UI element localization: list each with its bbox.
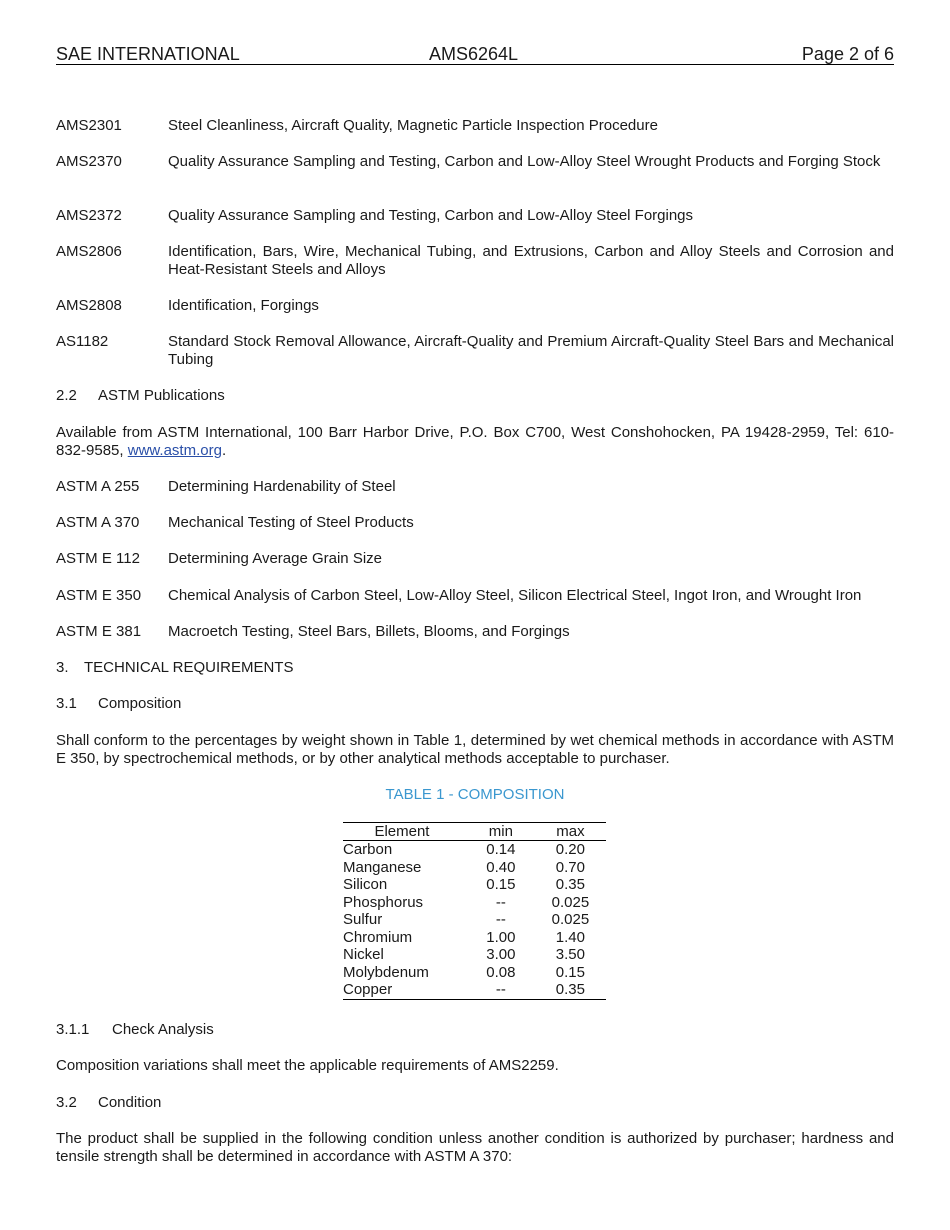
ref-title: Quality Assurance Sampling and Testing, Carbon and Low-Alloy Steel Forgings [168, 207, 694, 224]
element-name: Copper [343, 981, 467, 999]
element-name: Chromium [343, 928, 413, 946]
element-name: Nickel [343, 946, 384, 963]
ref-code: AMS2372 [56, 207, 122, 224]
header-doc-number: AMS6264L [429, 44, 519, 64]
ref-code: ASTM E 350 [56, 587, 142, 604]
section-number: 2.2 [56, 387, 77, 404]
section-title: Condition [98, 1094, 162, 1111]
section-title: Composition [98, 695, 182, 712]
element-name: Phosphorus [343, 893, 424, 911]
max-value: 0.35 [535, 981, 606, 999]
max-value: 0.025 [551, 911, 590, 928]
section-number: 3.2 [56, 1094, 77, 1111]
table-row [343, 911, 606, 929]
min-value: -- [495, 911, 506, 928]
ref-code: AMS2806 [56, 243, 122, 260]
ref-title: Determining Hardenability of Steel [168, 478, 396, 495]
ref-title: Quality Assurance Sampling and Testing, Carbon and Low-Alloy Steel Wrought Products and Forging Stock [168, 153, 881, 170]
ref-code: ASTM A 255 [56, 478, 140, 495]
element-name: Silicon [343, 876, 388, 893]
element-name: Carbon [343, 841, 393, 858]
ref-title: Identification, Forgings [168, 297, 319, 314]
max-value: 0.025 [551, 893, 590, 911]
min-value: 1.00 [486, 928, 516, 946]
astm-website-link[interactable]: www.astm.org [127, 442, 222, 459]
page-header [56, 44, 894, 65]
element-name: Sulfur [343, 911, 383, 928]
ref-code: AMS2808 [56, 297, 122, 314]
column-header-element: Element [343, 823, 467, 841]
composition-paragraph: Shall conform to the percentages by weight shown in Table 1, determined by wet chemical methods in accordance with ASTM E 350, by spectrochemical methods, or by other analytical methods acceptable to purchaser. [56, 732, 894, 767]
min-value: 0.14 [486, 841, 516, 858]
max-value: 0.20 [555, 841, 585, 858]
column-header-max: max [535, 823, 606, 841]
min-value: 0.08 [486, 963, 516, 981]
section-heading-3 [56, 659, 293, 677]
ref-title: Macroetch Testing, Steel Bars, Billets, Blooms, and Forgings [168, 623, 570, 640]
ref-title: Mechanical Testing of Steel Products [168, 514, 414, 531]
section-title: ASTM Publications [98, 387, 225, 404]
section-number: 3. [56, 659, 69, 676]
table-caption: TABLE 1 - COMPOSITION [385, 786, 565, 803]
table-row [343, 929, 606, 947]
max-value: 3.50 [555, 946, 585, 963]
section-heading-3-2 [56, 1094, 161, 1112]
composition-table [343, 822, 606, 1000]
astm-availability-text: Available from ASTM International, 100 Barr Harbor Drive, P.O. Box C700, West Conshohocken, PA 19428-2959, Tel: 610-832-9585, [56, 424, 894, 459]
check-analysis-paragraph: Composition variations shall meet the applicable requirements of AMS2259. [56, 1057, 559, 1074]
element-name: Manganese [343, 858, 422, 876]
ref-code: AMS2370 [56, 153, 122, 170]
ref-title: Standard Stock Removal Allowance, Aircraft-Quality and Premium Aircraft-Quality Steel Bars and Mechanical Tubing [168, 333, 894, 368]
max-value: 0.15 [555, 963, 585, 981]
table-row [343, 841, 606, 859]
ref-code: AS1182 [56, 333, 109, 350]
ref-title: Chemical Analysis of Carbon Steel, Low-Alloy Steel, Silicon Electrical Steel, Ingot Iron, and Wrought Iron [168, 587, 862, 604]
table-row [343, 894, 606, 912]
table-header-row [343, 823, 606, 841]
max-value: 0.70 [555, 858, 585, 876]
header-org: SAE INTERNATIONAL [56, 44, 240, 64]
ref-code: AMS2301 [56, 117, 122, 134]
column-header-min: min [467, 823, 535, 841]
ref-title: Identification, Bars, Wire, Mechanical Tubing, and Extrusions, Carbon and Alloy Steels and Corrosion and Heat-Resistant Steels and Alloys [168, 243, 894, 278]
table-row [343, 946, 606, 964]
min-value: -- [467, 981, 535, 999]
ref-code: ASTM E 112 [56, 550, 140, 567]
section-number: 3.1 [56, 695, 77, 712]
ref-title: Determining Average Grain Size [168, 550, 382, 567]
ref-code: ASTM A 370 [56, 514, 140, 531]
section-heading-3-1-1 [56, 1021, 214, 1039]
table-row [343, 964, 606, 982]
max-value: 1.40 [555, 928, 585, 946]
section-number: 3.1.1 [56, 1021, 90, 1038]
table-row [343, 859, 606, 877]
table-row [343, 876, 606, 894]
ref-title: Steel Cleanliness, Aircraft Quality, Magnetic Particle Inspection Procedure [168, 117, 658, 134]
section-heading-3-1 [56, 695, 181, 713]
table-row [343, 981, 606, 999]
element-name: Molybdenum [343, 963, 429, 981]
ref-code: ASTM E 381 [56, 623, 142, 640]
section-title: Check Analysis [112, 1021, 214, 1038]
max-value: 0.35 [555, 876, 585, 893]
min-value: 0.40 [486, 858, 516, 876]
astm-availability-paragraph [56, 424, 894, 460]
min-value: 3.00 [486, 946, 516, 963]
min-value: -- [495, 893, 506, 911]
header-page-number: Page 2 of 6 [801, 44, 894, 64]
condition-paragraph: The product shall be supplied in the following condition unless another condition is authorized by purchaser; hardness and tensile strength shall be determined in accordance with ASTM A 370: [56, 1130, 894, 1165]
section-heading-2-2 [56, 387, 225, 405]
section-title: TECHNICAL REQUIREMENTS [84, 659, 294, 676]
astm-availability-end: . [221, 442, 227, 459]
min-value: 0.15 [486, 876, 516, 893]
